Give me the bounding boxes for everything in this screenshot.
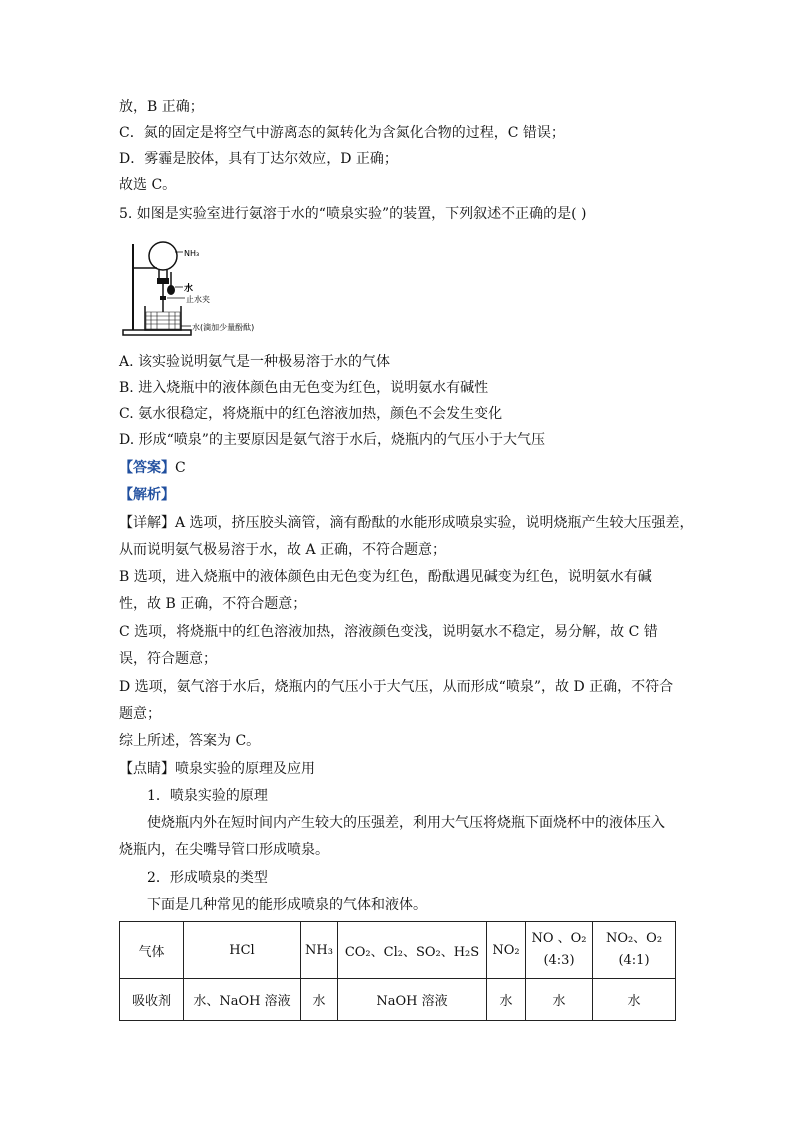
nh3-label: NH₃ [184,249,200,258]
answer-line [119,458,186,478]
text-line: 使烧瓶内外在短时间内产生较大的压强差，利用大气压将烧瓶下面烧杯中的液体压入 [147,815,665,831]
table-cell: HCl [184,922,301,979]
key-point-text: 喷泉实验的原理及应用 [175,761,315,777]
table-cell: NO₂、O₂ (4:1) [593,922,676,979]
text-line: D．雾霾是胶体，具有丁达尔效应，D 正确； [119,151,398,167]
table-cell: 水 [487,979,526,1021]
table-cell: 水 [301,979,338,1021]
table-cell: 水、NaOH 溶液 [184,979,301,1021]
key-point-line [119,759,315,779]
text-line: 性，故 B 正确，不符合题意； [119,596,307,612]
option-d: D. 形成“喷泉”的主要原因是氨气溶于水后，烧瓶内的气压小于大气压 [119,432,545,448]
text-line: 故选 C。 [119,177,177,193]
answer-value: C [175,460,186,476]
detail-text: A 选项，挤压胶头滴管，滴有酚酞的水能形成喷泉实验，说明烧瓶产生较大压强差， [175,515,694,531]
fountain-apparatus-figure [119,240,284,340]
text-line: 从而说明氨气极易溶于水，故 A 正确，不符合题意； [119,542,447,558]
detail-line [119,513,694,533]
answer-tag: 【答案】 [119,460,175,476]
table-row [120,922,676,979]
section-heading: 1．喷泉实验的原理 [147,788,268,804]
beaker-label: 水(滴加少量酚酞) [192,323,255,332]
option-c: C. 氨水很稳定，将烧瓶中的红色溶液加热，颜色不会发生变化 [119,406,503,422]
text-line: 下面是几种常见的能形成喷泉的气体和液体。 [147,897,427,913]
apparatus-diagram [119,240,284,340]
table-cell: NO₂ [487,922,526,979]
key-point-tag: 【点睛】 [119,761,175,777]
text-line: 烧瓶内，在尖嘴导管口形成喷泉。 [119,842,329,858]
text-line: 放，B 正确； [119,99,204,115]
table-cell: NO 、O₂ (4:3) [526,922,593,979]
table-cell: 气体 [120,922,184,979]
table-cell: NH₃ [301,922,338,979]
text-line: 题意； [119,706,161,722]
table-cell: 吸收剂 [120,979,184,1021]
section-heading: 2．形成喷泉的类型 [147,870,268,886]
text-line: 综上所述，答案为 C。 [119,733,261,749]
table-cell: CO₂、Cl₂、SO₂、H₂S [338,922,487,979]
option-b: B. 进入烧瓶中的液体颜色由无色变为红色，说明氨水有碱性 [119,380,489,396]
text-line: B 选项，进入烧瓶中的液体颜色由无色变为红色，酚酞遇见碱变为红色，说明氨水有碱 [119,569,652,585]
water-label: 水 [184,284,194,294]
text-line: D 选项，氨气溶于水后，烧瓶内的气压小于大气压，从而形成“喷泉”，故 D 正确，不符合 [119,679,674,695]
detail-tag: 【详解】 [119,515,175,531]
analysis-line [119,485,175,505]
gas-liquid-table [119,921,676,1021]
question-5: 5. 如图是实验室进行氨溶于水的“喷泉实验”的装置，下列叙述不正确的是( ) [119,206,587,222]
text-line: C．氮的固定是将空气中游离态的氮转化为含氮化合物的过程，C 错误； [119,125,565,141]
table-cell: 水 [526,979,593,1021]
option-a: A. 该实验说明氨气是一种极易溶于水的气体 [119,354,391,370]
clamp-label: 止水夹 [186,295,210,304]
text-line: C 选项，将烧瓶中的红色溶液加热，溶液颜色变浅，说明氨水不稳定，易分解，故 C 错 [119,624,658,640]
text-line: 误，符合题意； [119,651,217,667]
analysis-tag: 【解析】 [119,487,175,503]
table-row [120,979,676,1021]
table-cell: 水 [593,979,676,1021]
table-cell: NaOH 溶液 [338,979,487,1021]
